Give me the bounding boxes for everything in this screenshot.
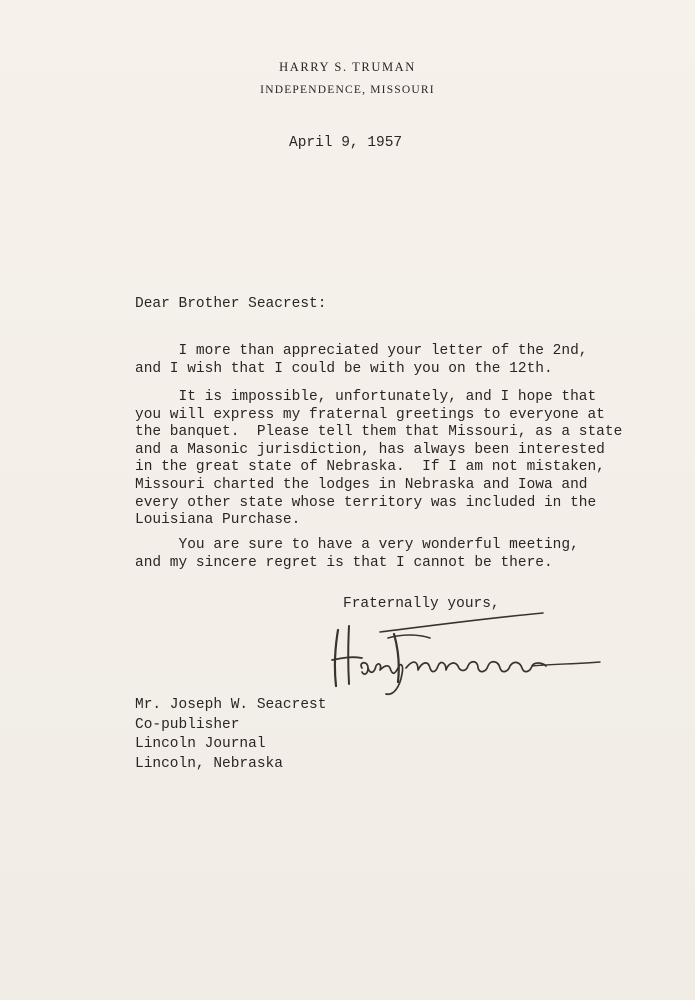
- letterhead-name: HARRY S. TRUMAN: [279, 60, 416, 74]
- body-paragraph-3: You are sure to have a very wonderful meeting, and my sincere regret is that I cannot be there.: [135, 537, 579, 571]
- body-paragraph-2: It is impossible, unfortunately, and I hope that you will express my fraternal greetings to everyone at the banquet. Please tell them that Missouri, as a state and a Masonic jurisdiction, has always been interested in the great state of Nebraska. If I am not mistaken, Missouri charted the lodges in Nebraska and Iowa and every other state whose territory was included in the Louisiana Purchase.: [135, 389, 623, 529]
- salutation: Dear Brother Seacrest:: [135, 296, 327, 312]
- body-paragraph-1: I more than appreciated your letter of the 2nd, and I wish that I could be with you on the 12th.: [135, 343, 588, 377]
- letterhead-place: INDEPENDENCE, MISSOURI: [260, 84, 435, 96]
- handwritten-signature-icon: [318, 608, 603, 698]
- closing: Fraternally yours,: [343, 596, 500, 612]
- letter-date: April 9, 1957: [289, 135, 403, 151]
- addressee-block: Mr. Joseph W. Seacrest Co-publisher Lincoln Journal Lincoln, Nebraska: [135, 697, 327, 772]
